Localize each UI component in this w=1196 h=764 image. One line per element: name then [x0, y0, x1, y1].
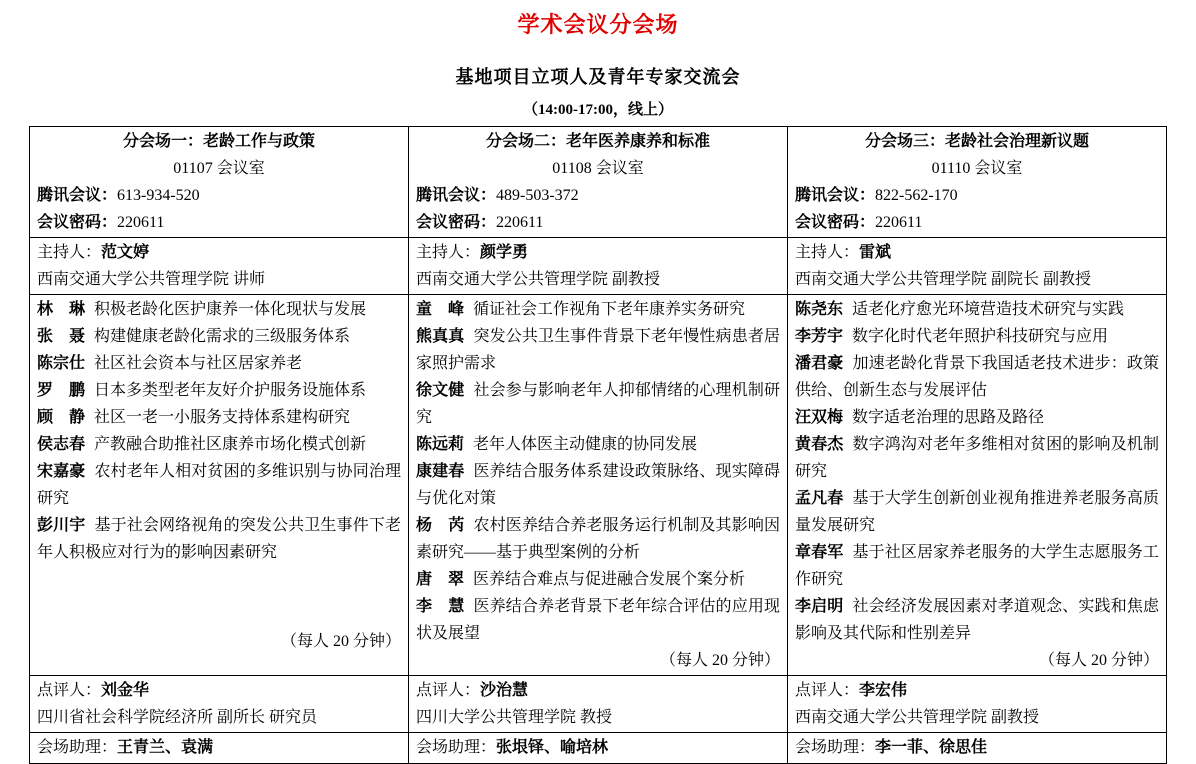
presentations-cell-1: [30, 295, 409, 676]
commentator-name: 刘金华: [101, 682, 150, 699]
presentation-title: 日本多类型老年友好介护服务设施体系: [94, 382, 367, 399]
host-cell-3: [788, 238, 1167, 295]
presentation-title: 医养结合养老背景下老年综合评估的应用现状及展望: [416, 598, 780, 642]
host-name: 范文婷: [101, 244, 150, 261]
presenter-name: 顾 静: [37, 409, 86, 426]
meeting-id-value: 613-934-520: [117, 187, 200, 204]
duration-note: （每人 20 分钟）: [659, 652, 780, 669]
commentator-label: 点评人：: [37, 682, 102, 699]
presentation-item: [416, 296, 780, 323]
presentation-title: 社区一老一小服务支持体系建构研究: [94, 409, 351, 426]
presentation-title: 医养结合难点与促进融合发展个案分析: [473, 571, 746, 588]
presentation-title: 数字鸿沟对老年多维相对贫困的影响及机制研究: [795, 436, 1159, 480]
venue-cell-2: [409, 127, 788, 238]
presentation-title: 突发公共卫生事件背景下老年慢性病患者居家照护需求: [416, 328, 780, 372]
presentation-item: [416, 566, 780, 593]
presentations-cell-2: [409, 295, 788, 676]
presentation-item: [795, 431, 1159, 485]
presentation-item: [37, 404, 401, 431]
presenter-name: 黄春杰: [795, 436, 844, 453]
presentation-title: 医养结合服务体系建设政策脉络、现实障碍与优化对策: [416, 463, 780, 507]
host-label: 主持人：: [416, 244, 481, 261]
assistant-names: 李一菲、徐思佳: [875, 739, 988, 756]
host-line: [795, 239, 1159, 266]
presentation-list: [416, 296, 780, 674]
presentation-title: 社区社会资本与社区居家养老: [94, 355, 303, 372]
meeting-id-label: 腾讯会议：: [795, 187, 876, 204]
meeting-id-label: 腾讯会议：: [37, 187, 118, 204]
presenter-name: 熊真真: [416, 328, 465, 345]
host-line: [416, 239, 780, 266]
presentation-title: 循证社会工作视角下老年康养实务研究: [473, 301, 746, 318]
commentator-name: 沙治慧: [480, 682, 529, 699]
presentation-item: [795, 323, 1159, 350]
presentation-title: 数字适老治理的思路及路径: [852, 409, 1045, 426]
password-line: [37, 209, 401, 236]
host-cell-2: [409, 238, 788, 295]
presentation-item: [37, 296, 401, 323]
presentation-title: 数字化时代老年照护科技研究与应用: [852, 328, 1109, 345]
meeting-id-line: [795, 182, 1159, 209]
presentation-item: [416, 512, 780, 566]
presenter-name: 陈尧东: [795, 301, 844, 318]
presentation-item: [795, 350, 1159, 404]
presentation-title: 构建健康老龄化需求的三级服务体系: [94, 328, 351, 345]
meeting-id-label: 腾讯会议：: [416, 187, 497, 204]
presenter-name: 徐文健: [416, 382, 465, 399]
presentation-title: 老年人体医主动健康的协同发展: [473, 436, 698, 453]
room-number: 01110 会议室: [931, 160, 1023, 177]
presenter-name: 罗 鹏: [37, 382, 86, 399]
presenter-name: 彭川宇: [37, 517, 86, 534]
presentation-list: [795, 296, 1159, 674]
presentation-list: [37, 296, 401, 655]
commentator-affiliation: 西南交通大学公共管理学院 副教授: [795, 709, 1040, 726]
host-name: 雷斌: [859, 244, 892, 261]
commentator-line: [37, 677, 401, 704]
meeting-id-line: [416, 182, 780, 209]
presentation-title: 积极老龄化医护康养一体化现状与发展: [94, 301, 367, 318]
host-line: [37, 239, 401, 266]
host-affiliation: 西南交通大学公共管理学院 副院长 副教授: [795, 271, 1092, 288]
commentator-cell-1: [30, 676, 409, 733]
presenter-name: 孟凡春: [795, 490, 844, 507]
commentator-name: 李宏伟: [859, 682, 908, 699]
presentation-item: [416, 593, 780, 647]
password-label: 会议密码：: [795, 214, 876, 231]
presentation-item: [416, 377, 780, 431]
password-label: 会议密码：: [37, 214, 118, 231]
commentator-line: [416, 677, 780, 704]
host-name: 颜学勇: [480, 244, 529, 261]
presentation-item: [37, 350, 401, 377]
schedule-table: [29, 126, 1167, 764]
venue-header-row: [30, 127, 1167, 238]
password-line: [795, 209, 1159, 236]
password-value: 220611: [496, 214, 544, 231]
room-number: 01108 会议室: [552, 160, 644, 177]
venue-cell-1: [30, 127, 409, 238]
presentation-title: 产教融合助推社区康养市场化模式创新: [94, 436, 367, 453]
commentator-label: 点评人：: [795, 682, 860, 699]
duration-note: （每人 20 分钟）: [280, 633, 401, 650]
presenter-name: 张 聂: [37, 328, 86, 345]
host-affiliation: 西南交通大学公共管理学院 讲师: [37, 271, 266, 288]
presentation-title: 农村老年人相对贫困的多维识别与协同治理研究: [37, 463, 401, 507]
presentation-item: [37, 512, 401, 566]
presenter-name: 陈宗仕: [37, 355, 86, 372]
assistant-cell-1: [30, 733, 409, 764]
presenter-name: 潘君豪: [795, 355, 844, 372]
host-label: 主持人：: [795, 244, 860, 261]
presentation-title: 加速老龄化背景下我国适老技术进步：政策供给、创新生态与发展评估: [795, 355, 1159, 399]
presenter-name: 章春军: [795, 544, 844, 561]
password-label: 会议密码：: [416, 214, 497, 231]
presentation-item: [795, 404, 1159, 431]
meeting-id-value: 489-503-372: [496, 187, 579, 204]
host-label: 主持人：: [37, 244, 102, 261]
presenter-name: 陈远莉: [416, 436, 465, 453]
presenter-name: 李 慧: [416, 598, 465, 615]
commentator-label: 点评人：: [416, 682, 481, 699]
commentator-cell-3: [788, 676, 1167, 733]
time-note: （14:00-17:00，线上）: [523, 102, 673, 118]
venue-title: 分会场三：老龄社会治理新议题: [864, 133, 1089, 150]
presentation-title: 社会经济发展因素对孝道观念、实践和焦虑影响及其代际和性别差异: [795, 598, 1159, 642]
presenter-name: 李芳宇: [795, 328, 844, 345]
presentation-item: [416, 431, 780, 458]
assistant-names: 张垠铎、喻培林: [496, 739, 609, 756]
assistant-cell-3: [788, 733, 1167, 764]
presentation-title: 基于社区居家养老服务的大学生志愿服务工作研究: [795, 544, 1159, 588]
presenter-name: 童 峰: [416, 301, 465, 318]
presentation-item: [795, 485, 1159, 539]
presentation-item: [37, 431, 401, 458]
password-line: [416, 209, 780, 236]
session-group-title: 基地项目立项人及青年专家交流会: [455, 67, 741, 87]
presenter-name: 康建春: [416, 463, 465, 480]
password-value: 220611: [875, 214, 923, 231]
assistant-label: 会场助理：: [37, 739, 118, 756]
host-affiliation: 西南交通大学公共管理学院 副教授: [416, 271, 661, 288]
presentation-title: 基于大学生创新创业视角推进养老服务高质量发展研究: [795, 490, 1159, 534]
presentation-item: [37, 323, 401, 350]
presenter-name: 李启明: [795, 598, 844, 615]
presentation-item: [416, 323, 780, 377]
presenter-name: 杨 芮: [416, 517, 465, 534]
presenter-name: 宋嘉豪: [37, 463, 86, 480]
assistant-row: [30, 733, 1167, 764]
assistant-label: 会场助理：: [795, 739, 876, 756]
venue-title: 分会场二：老年医养康养和标准: [485, 133, 710, 150]
presentation-item: [795, 539, 1159, 593]
presentation-item: [795, 296, 1159, 323]
host-cell-1: [30, 238, 409, 295]
assistant-names: 王青兰、袁满: [117, 739, 214, 756]
presenter-name: 汪双梅: [795, 409, 844, 426]
meeting-id-line: [37, 182, 401, 209]
commentator-row: [30, 676, 1167, 733]
presenter-name: 唐 翠: [416, 571, 465, 588]
meeting-id-value: 822-562-170: [875, 187, 958, 204]
presentations-cell-3: [788, 295, 1167, 676]
presentation-title: 适老化疗愈光环境营造技术研究与实践: [852, 301, 1125, 318]
password-value: 220611: [117, 214, 165, 231]
assistant-cell-2: [409, 733, 788, 764]
commentator-line: [795, 677, 1159, 704]
commentator-affiliation: 四川大学公共管理学院 教授: [416, 709, 613, 726]
presentation-title: 社会参与影响老年人抑郁情绪的心理机制研究: [416, 382, 780, 426]
presentations-row: [30, 295, 1167, 676]
duration-note: （每人 20 分钟）: [1038, 652, 1159, 669]
venue-cell-3: [788, 127, 1167, 238]
host-row: [30, 238, 1167, 295]
presentation-title: 农村医养结合养老服务运行机制及其影响因素研究——基于典型案例的分析: [416, 517, 780, 561]
presentation-item: [37, 377, 401, 404]
presenter-name: 侯志春: [37, 436, 86, 453]
assistant-label: 会场助理：: [416, 739, 497, 756]
commentator-cell-2: [409, 676, 788, 733]
presenter-name: 林 琳: [37, 301, 86, 318]
room-number: 01107 会议室: [173, 160, 265, 177]
presentation-item: [795, 593, 1159, 647]
presentation-item: [416, 458, 780, 512]
page-title: 学术会议分会场: [517, 12, 679, 37]
commentator-affiliation: 四川省社会科学院经济所 副所长 研究员: [37, 709, 318, 726]
presentation-title: 基于社会网络视角的突发公共卫生事件下老年人积极应对行为的影响因素研究: [37, 517, 401, 561]
presentation-item: [37, 458, 401, 512]
venue-title: 分会场一：老龄工作与政策: [122, 133, 315, 150]
